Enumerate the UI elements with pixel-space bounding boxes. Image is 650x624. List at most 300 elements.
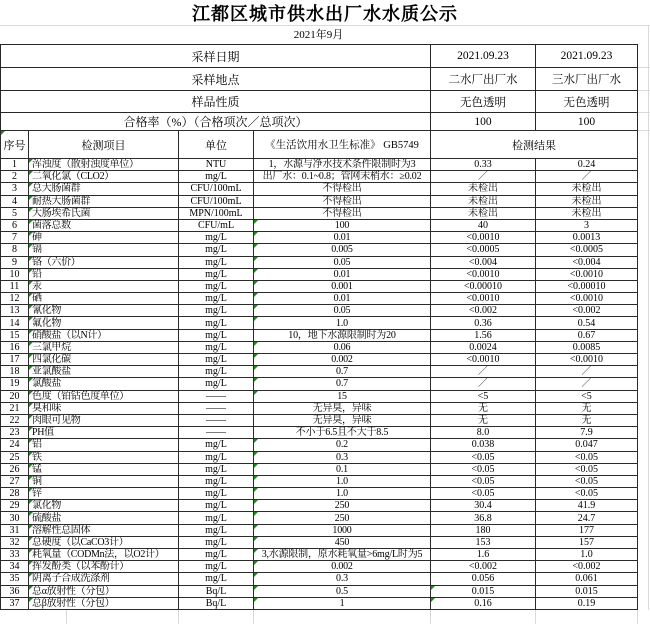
cell-index[interactable]: 37: [1, 597, 29, 609]
cell-unit[interactable]: mg/L: [179, 463, 254, 475]
cell-result-plant2[interactable]: 0.33: [431, 159, 536, 171]
cell-unit[interactable]: mg/L: [179, 256, 254, 268]
cell-unit[interactable]: mg/L: [179, 341, 254, 353]
error-marker-icon: [254, 391, 258, 395]
cell-standard[interactable]: 0.002: [254, 561, 431, 573]
table-row: [1, 402, 638, 414]
col-header-index[interactable]: [1, 131, 29, 159]
error-marker-icon: [254, 257, 258, 261]
cell-standard[interactable]: 不得检出: [254, 207, 431, 219]
cell-result-plant3[interactable]: 无: [536, 414, 638, 426]
cell-standard[interactable]: 0.5: [254, 585, 431, 597]
error-marker-icon: [29, 500, 33, 504]
table-row: [1, 159, 638, 171]
error-marker-icon: [29, 293, 33, 297]
cell-standard[interactable]: 450: [254, 536, 431, 548]
info-row-sample-nature: [1, 91, 638, 113]
cell-item[interactable]: 色度（铂钴色度单位）: [29, 390, 179, 402]
cell-unit[interactable]: MPN/100mL: [179, 207, 254, 219]
cell-result-plant2[interactable]: 0.0024: [431, 341, 536, 353]
cell-result-plant3[interactable]: 未检出: [536, 183, 638, 195]
table-row: [1, 512, 638, 524]
cell-result-plant2[interactable]: <0.05: [431, 488, 536, 500]
cell-standard[interactable]: 0.7: [254, 378, 431, 390]
cell-result-plant3[interactable]: 0.061: [536, 573, 638, 585]
error-marker-icon: [29, 598, 33, 602]
info-value-plant3-date[interactable]: 2021.09.23: [536, 45, 638, 68]
cell-result-plant2[interactable]: <0.002: [431, 561, 536, 573]
cell-index[interactable]: 31: [1, 524, 29, 536]
cell-item[interactable]: 镉: [29, 244, 179, 256]
table-row: [1, 207, 638, 219]
cell-item[interactable]: 肉眼可见物: [29, 414, 179, 426]
cell-result-plant2[interactable]: <0.0010: [431, 268, 536, 280]
cell-result-plant3[interactable]: 41.9: [536, 500, 638, 512]
cell-result-plant2[interactable]: 1.56: [431, 329, 536, 341]
cell-unit[interactable]: mg/L: [179, 366, 254, 378]
cell-result-plant3[interactable]: <0.004: [536, 256, 638, 268]
cell-standard[interactable]: 10，地下水源限制时为20: [254, 329, 431, 341]
cell-result-plant2[interactable]: 180: [431, 524, 536, 536]
cell-unit[interactable]: mg/L: [179, 549, 254, 561]
cell-unit[interactable]: ——: [179, 390, 254, 402]
cell-unit[interactable]: ——: [179, 427, 254, 439]
cell-item[interactable]: 汞: [29, 280, 179, 292]
cell-index[interactable]: 4: [1, 195, 29, 207]
error-marker-icon: [254, 305, 258, 309]
cell-index[interactable]: 26: [1, 463, 29, 475]
cell-result-plant3[interactable]: 无: [536, 402, 638, 414]
info-label-pass-rate[interactable]: 合格率（%）（合格项次／总项次）: [1, 113, 431, 131]
cell-item[interactable]: 氟化物: [29, 317, 179, 329]
cell-result-plant2[interactable]: <0.05: [431, 475, 536, 487]
table-row: [1, 256, 638, 268]
cell-item[interactable]: 铁: [29, 451, 179, 463]
cell-index[interactable]: 3: [1, 183, 29, 195]
cell-result-plant3[interactable]: ／: [536, 171, 638, 183]
table-row: [1, 439, 638, 451]
cell-index[interactable]: 11: [1, 280, 29, 292]
cell-unit[interactable]: mg/L: [179, 561, 254, 573]
cell-unit[interactable]: CFU/100mL: [179, 183, 254, 195]
table-row: [1, 280, 638, 292]
table-row: [1, 341, 638, 353]
cell-unit[interactable]: mg/L: [179, 378, 254, 390]
cell-unit[interactable]: mg/L: [179, 171, 254, 183]
error-marker-icon: [29, 573, 33, 577]
cell-standard[interactable]: 0.001: [254, 280, 431, 292]
table-row: [1, 354, 638, 366]
cell-item[interactable]: 挥发酚类（以苯酚计）: [29, 561, 179, 573]
table-row: [1, 171, 638, 183]
cell-index[interactable]: 25: [1, 451, 29, 463]
cell-result-plant2[interactable]: 无: [431, 402, 536, 414]
error-marker-icon: [254, 476, 258, 480]
cell-result-plant2[interactable]: 40: [431, 219, 536, 231]
error-marker-icon: [254, 488, 258, 492]
cell-result-plant2[interactable]: <5: [431, 390, 536, 402]
report-month: 2021年9月: [293, 29, 344, 41]
cell-result-plant2[interactable]: 无: [431, 414, 536, 426]
table-row: [1, 488, 638, 500]
cell-result-plant2[interactable]: ／: [431, 378, 536, 390]
info-row-sampling-date: [1, 45, 638, 68]
cell-result-plant2[interactable]: ／: [431, 366, 536, 378]
info-value-plant3-nature[interactable]: 无色透明: [536, 91, 638, 113]
info-label-sample-nature[interactable]: 样品性质: [1, 91, 431, 113]
cell-result-plant3[interactable]: ／: [536, 366, 638, 378]
error-marker-icon: [29, 317, 33, 321]
cell-unit[interactable]: mg/L: [179, 500, 254, 512]
cell-unit[interactable]: mg/L: [179, 329, 254, 341]
cell-item[interactable]: 臭和味: [29, 402, 179, 414]
cell-index[interactable]: 20: [1, 390, 29, 402]
cell-item[interactable]: 亚氯酸盐: [29, 366, 179, 378]
cell-item[interactable]: 耐热大肠菌群: [29, 195, 179, 207]
cell-item[interactable]: 铝: [29, 439, 179, 451]
cell-unit[interactable]: ——: [179, 414, 254, 426]
cell-standard[interactable]: 不得检出: [254, 183, 431, 195]
cell-index[interactable]: 32: [1, 536, 29, 548]
cell-standard[interactable]: 0.01: [254, 268, 431, 280]
cell-index[interactable]: 9: [1, 256, 29, 268]
cell-standard[interactable]: 0.01: [254, 232, 431, 244]
cell-index[interactable]: 30: [1, 512, 29, 524]
cell-item[interactable]: 四氯化碳: [29, 354, 179, 366]
cell-index[interactable]: 2: [1, 171, 29, 183]
cell-standard[interactable]: 1，水源与净水技术条件限制时为3: [254, 159, 431, 171]
cell-result-plant3[interactable]: 1.0: [536, 549, 638, 561]
cell-result-plant2[interactable]: 未检出: [431, 183, 536, 195]
table-row: [1, 305, 638, 317]
cell-result-plant2[interactable]: 0.038: [431, 439, 536, 451]
cell-standard[interactable]: 出厂水：0.1~0.8；管网末梢水：≥0.02: [254, 171, 431, 183]
info-value-plant2-date[interactable]: 2021.09.23: [431, 45, 536, 68]
cell-standard[interactable]: 0.2: [254, 439, 431, 451]
cell-unit[interactable]: Bq/L: [179, 585, 254, 597]
gridline: [66, 610, 67, 624]
table-row: [1, 183, 638, 195]
table-row: [1, 475, 638, 487]
cell-unit[interactable]: CFU/100mL: [179, 195, 254, 207]
gridline: [430, 610, 431, 624]
error-marker-icon: [29, 354, 33, 358]
cell-index[interactable]: 6: [1, 219, 29, 231]
cell-standard[interactable]: 15: [254, 390, 431, 402]
cell-result-plant3[interactable]: <0.0010: [536, 293, 638, 305]
cell-result-plant2[interactable]: <0.0010: [431, 232, 536, 244]
cell-standard[interactable]: 1000: [254, 524, 431, 536]
error-marker-icon: [29, 476, 33, 480]
cell-item[interactable]: PH值: [29, 427, 179, 439]
cell-standard[interactable]: 不得检出: [254, 195, 431, 207]
cell-result-plant2[interactable]: 0.36: [431, 317, 536, 329]
cell-standard[interactable]: 0.05: [254, 305, 431, 317]
cell-item[interactable]: 阴离子合成洗涤剂: [29, 573, 179, 585]
cell-standard[interactable]: 100: [254, 219, 431, 231]
cell-standard[interactable]: 0.7: [254, 366, 431, 378]
info-value-plant2-location[interactable]: 二水厂出厂水: [431, 68, 536, 91]
cell-standard[interactable]: 0.005: [254, 244, 431, 256]
cell-index[interactable]: 34: [1, 561, 29, 573]
page-title: 江都区城市供水出厂水水质公示: [192, 4, 458, 24]
cell-unit[interactable]: mg/L: [179, 268, 254, 280]
cell-index[interactable]: 16: [1, 341, 29, 353]
cell-result-plant2[interactable]: 未检出: [431, 207, 536, 219]
cell-result-plant2[interactable]: <0.00010: [431, 280, 536, 292]
info-label-sampling-date[interactable]: 采样日期: [1, 45, 431, 68]
cell-standard[interactable]: 无异臭，异味: [254, 414, 431, 426]
cell-result-plant3[interactable]: <0.002: [536, 305, 638, 317]
error-marker-icon: [29, 427, 33, 431]
cell-result-plant3[interactable]: 157: [536, 536, 638, 548]
cell-standard[interactable]: 不小于6.5且不大于8.5: [254, 427, 431, 439]
error-marker-icon: [254, 573, 258, 577]
cell-result-plant3[interactable]: <0.0010: [536, 354, 638, 366]
cell-result-plant3[interactable]: 0.0085: [536, 341, 638, 353]
cell-result-plant2[interactable]: <0.0010: [431, 293, 536, 305]
cell-result-plant3[interactable]: 0.19: [536, 597, 638, 609]
error-marker-icon: [29, 208, 33, 212]
info-row-pass-rate: [1, 113, 638, 131]
cell-standard[interactable]: 250: [254, 512, 431, 524]
error-marker-icon: [254, 232, 258, 236]
cell-unit[interactable]: ——: [179, 402, 254, 414]
table-row: [1, 561, 638, 573]
col-header-result[interactable]: 检测结果: [431, 131, 638, 159]
cell-standard[interactable]: 0.1: [254, 463, 431, 475]
cell-index[interactable]: 28: [1, 488, 29, 500]
table-row: [1, 378, 638, 390]
table-row: [1, 573, 638, 585]
gridline: [637, 130, 650, 131]
cell-result-plant2[interactable]: 未检出: [431, 195, 536, 207]
cell-index[interactable]: 33: [1, 549, 29, 561]
cell-standard[interactable]: 1: [254, 597, 431, 609]
cell-item[interactable]: 砷: [29, 232, 179, 244]
cell-index[interactable]: 21: [1, 402, 29, 414]
col-header-unit[interactable]: 单位: [179, 131, 254, 159]
cell-result-plant3[interactable]: <0.002: [536, 561, 638, 573]
cell-index[interactable]: 17: [1, 354, 29, 366]
cell-result-plant3[interactable]: 0.24: [536, 159, 638, 171]
cell-index[interactable]: 8: [1, 244, 29, 256]
cell-item[interactable]: 锌: [29, 488, 179, 500]
error-marker-icon: [254, 464, 258, 468]
cell-index[interactable]: 24: [1, 439, 29, 451]
cell-index[interactable]: 1: [1, 159, 29, 171]
results-header-row: [1, 131, 638, 159]
cell-item[interactable]: 总β放射性（分包）: [29, 597, 179, 609]
cell-index[interactable]: 12: [1, 293, 29, 305]
cell-item[interactable]: 铅: [29, 268, 179, 280]
cell-result-plant3[interactable]: <0.0010: [536, 268, 638, 280]
cell-result-plant3[interactable]: 0.047: [536, 439, 638, 451]
cell-item[interactable]: 氯化物: [29, 500, 179, 512]
cell-result-plant2[interactable]: 153: [431, 536, 536, 548]
cell-unit[interactable]: mg/L: [179, 317, 254, 329]
info-value-plant3-location[interactable]: 三水厂出厂水: [536, 68, 638, 91]
cell-result-plant3[interactable]: 24.7: [536, 512, 638, 524]
cell-result-plant3[interactable]: <0.05: [536, 451, 638, 463]
cell-result-plant3[interactable]: ／: [536, 378, 638, 390]
info-value-plant3-pass-rate[interactable]: 100: [536, 113, 638, 131]
error-marker-icon: [29, 378, 33, 382]
cell-standard[interactable]: 3,水源限制，原水耗氧量>6mg/L时为5: [254, 549, 431, 561]
cell-index[interactable]: 23: [1, 427, 29, 439]
cell-index[interactable]: 36: [1, 585, 29, 597]
cell-result-plant2[interactable]: 0.015: [431, 585, 536, 597]
cell-result-plant2[interactable]: 0.16: [431, 597, 536, 609]
cell-item[interactable]: 二氧化氯（CLO2）: [29, 171, 179, 183]
cell-index[interactable]: 22: [1, 414, 29, 426]
cell-unit[interactable]: mg/L: [179, 573, 254, 585]
table-row: [1, 244, 638, 256]
error-marker-icon: [29, 403, 33, 407]
cell-item[interactable]: 铬（六价）: [29, 256, 179, 268]
cell-result-plant2[interactable]: <0.0005: [431, 244, 536, 256]
error-marker-icon: [254, 525, 258, 529]
cell-item[interactable]: 浑浊度（散射浊度单位）: [29, 159, 179, 171]
cell-standard[interactable]: 0.01: [254, 293, 431, 305]
cell-result-plant3[interactable]: <0.05: [536, 463, 638, 475]
cell-result-plant2[interactable]: <0.002: [431, 305, 536, 317]
cell-index[interactable]: 35: [1, 573, 29, 585]
cell-item[interactable]: 硫酸盐: [29, 512, 179, 524]
cell-unit[interactable]: mg/L: [179, 280, 254, 292]
cell-standard[interactable]: 0.3: [254, 451, 431, 463]
cell-unit[interactable]: mg/L: [179, 512, 254, 524]
cell-item[interactable]: 铜: [29, 475, 179, 487]
cell-index[interactable]: 27: [1, 475, 29, 487]
cell-result-plant2[interactable]: <0.004: [431, 256, 536, 268]
cell-item[interactable]: 氯酸盐: [29, 378, 179, 390]
error-marker-icon: [29, 391, 33, 395]
cell-result-plant2[interactable]: <0.05: [431, 463, 536, 475]
cell-unit[interactable]: mg/L: [179, 439, 254, 451]
cell-index[interactable]: 5: [1, 207, 29, 219]
cell-result-plant3[interactable]: 0.0013: [536, 232, 638, 244]
cell-result-plant2[interactable]: 36.8: [431, 512, 536, 524]
error-marker-icon: [254, 537, 258, 541]
cell-result-plant2[interactable]: 1.6: [431, 549, 536, 561]
cell-item[interactable]: 溶解性总固体: [29, 524, 179, 536]
cell-result-plant3[interactable]: 0.67: [536, 329, 638, 341]
cell-unit[interactable]: NTU: [179, 159, 254, 171]
cell-item[interactable]: 硝酸盐（以N计）: [29, 329, 179, 341]
cell-index[interactable]: 14: [1, 317, 29, 329]
cell-result-plant2[interactable]: 0.056: [431, 573, 536, 585]
col-header-standard[interactable]: 《生活饮用水卫生标准》 GB5749: [254, 131, 431, 159]
cell-standard[interactable]: 0.05: [254, 256, 431, 268]
cell-result-plant3[interactable]: 0.015: [536, 585, 638, 597]
cell-result-plant2[interactable]: <0.05: [431, 451, 536, 463]
cell-item[interactable]: 三氯甲烷: [29, 341, 179, 353]
col-header-index-label: 序号: [3, 139, 26, 152]
table-row: [1, 549, 638, 561]
cell-index[interactable]: 7: [1, 232, 29, 244]
cell-result-plant2[interactable]: <0.0010: [431, 354, 536, 366]
error-marker-icon: [29, 244, 33, 248]
cell-unit[interactable]: mg/L: [179, 354, 254, 366]
cell-result-plant3[interactable]: <0.00010: [536, 280, 638, 292]
cell-index[interactable]: 15: [1, 329, 29, 341]
cell-item[interactable]: 菌落总数: [29, 219, 179, 231]
cell-unit[interactable]: Bq/L: [179, 597, 254, 609]
cell-unit[interactable]: mg/L: [179, 475, 254, 487]
cell-result-plant3[interactable]: 177: [536, 524, 638, 536]
error-marker-icon: [254, 269, 258, 273]
cell-item[interactable]: 大肠埃希氏菌: [29, 207, 179, 219]
cell-item[interactable]: 总α放射性（分包）: [29, 585, 179, 597]
col-header-item[interactable]: 检测项目: [29, 131, 179, 159]
error-marker-icon: [254, 598, 258, 602]
cell-unit[interactable]: CFU/mL: [179, 219, 254, 231]
cell-unit[interactable]: mg/L: [179, 293, 254, 305]
error-marker-icon: [29, 561, 33, 565]
cell-index[interactable]: 29: [1, 500, 29, 512]
cell-standard[interactable]: 1.0: [254, 317, 431, 329]
cell-standard[interactable]: 0.002: [254, 354, 431, 366]
cell-unit[interactable]: mg/L: [179, 488, 254, 500]
cell-unit[interactable]: mg/L: [179, 451, 254, 463]
cell-index[interactable]: 19: [1, 378, 29, 390]
cell-unit[interactable]: mg/L: [179, 232, 254, 244]
cell-result-plant3[interactable]: 0.54: [536, 317, 638, 329]
error-marker-icon: [254, 293, 258, 297]
cell-unit[interactable]: mg/L: [179, 244, 254, 256]
info-value-plant2-nature[interactable]: 无色透明: [431, 91, 536, 113]
cell-result-plant2[interactable]: 8.0: [431, 427, 536, 439]
cell-index[interactable]: 10: [1, 268, 29, 280]
gridline: [637, 112, 650, 113]
cell-result-plant3[interactable]: <0.05: [536, 488, 638, 500]
cell-unit[interactable]: mg/L: [179, 305, 254, 317]
cell-result-plant3[interactable]: <5: [536, 390, 638, 402]
cell-item[interactable]: 氰化物: [29, 305, 179, 317]
cell-result-plant3[interactable]: <0.0005: [536, 244, 638, 256]
cell-item[interactable]: 耗氧量（CODMn法，以O2计）: [29, 549, 179, 561]
cell-standard[interactable]: 250: [254, 500, 431, 512]
cell-item[interactable]: 锰: [29, 463, 179, 475]
cell-result-plant2[interactable]: ／: [431, 171, 536, 183]
cell-item[interactable]: 总硬度（以CaCO3计）: [29, 536, 179, 548]
cell-standard[interactable]: 1.0: [254, 475, 431, 487]
cell-result-plant3[interactable]: 未检出: [536, 207, 638, 219]
info-label-sampling-location[interactable]: 采样地点: [1, 68, 431, 91]
cell-result-plant2[interactable]: 30.4: [431, 500, 536, 512]
cell-standard[interactable]: 无异臭，异味: [254, 402, 431, 414]
table-row: [1, 219, 638, 231]
error-marker-icon: [29, 257, 33, 261]
table-row: [1, 585, 638, 597]
cell-standard[interactable]: 1.0: [254, 488, 431, 500]
table-row: [1, 536, 638, 548]
cell-standard[interactable]: 0.3: [254, 573, 431, 585]
cell-unit[interactable]: mg/L: [179, 524, 254, 536]
cell-result-plant3[interactable]: 未检出: [536, 195, 638, 207]
cell-index[interactable]: 18: [1, 366, 29, 378]
cell-index[interactable]: 13: [1, 305, 29, 317]
cell-result-plant3[interactable]: 3: [536, 219, 638, 231]
cell-result-plant3[interactable]: <0.05: [536, 475, 638, 487]
cell-standard[interactable]: 0.06: [254, 341, 431, 353]
cell-unit[interactable]: mg/L: [179, 536, 254, 548]
cell-item[interactable]: 硒: [29, 293, 179, 305]
info-value-plant2-pass-rate[interactable]: 100: [431, 113, 536, 131]
cell-result-plant3[interactable]: 7.9: [536, 427, 638, 439]
cell-item[interactable]: 总大肠菌群: [29, 183, 179, 195]
